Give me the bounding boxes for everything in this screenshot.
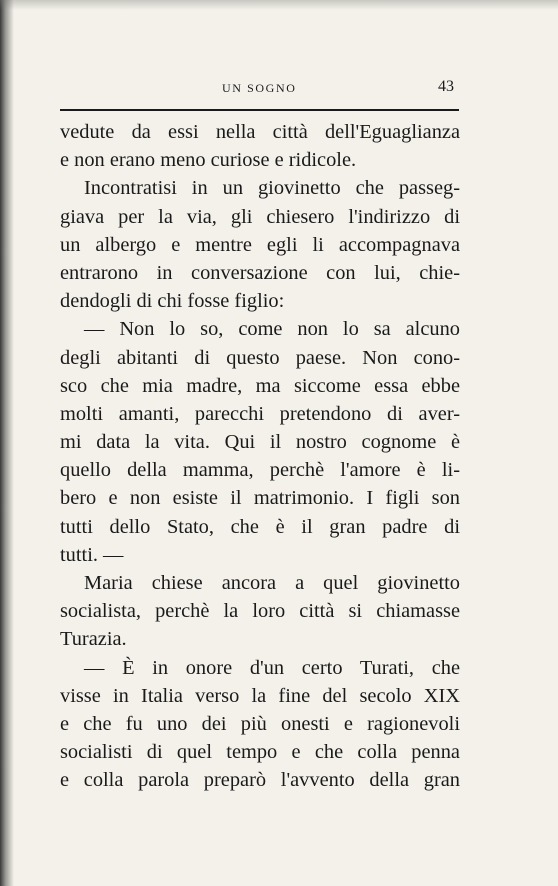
- text-line: socialista, perchè la loro città si chiamasse: [60, 600, 460, 623]
- text-line: — È in onore d'un certo Turati, che: [84, 656, 460, 679]
- text-line: tutti. —: [60, 543, 124, 566]
- text-line: dendogli di chi fosse figlio:: [60, 290, 285, 313]
- page-edge-shadow: [0, 0, 14, 886]
- running-title: UN SOGNO: [222, 81, 297, 95]
- text-line: Incontratisi in un giovinetto che passeg-: [84, 177, 460, 200]
- text-line: quello della mamma, perchè l'amore è li-: [60, 459, 460, 482]
- text-line: e che fu uno dei più onesti e ragionevoli: [60, 712, 460, 735]
- text-line: e non erano meno curiose e ridicole.: [60, 149, 357, 172]
- text-line: vedute da essi nella città dell'Eguaglianza: [60, 121, 460, 143]
- body-text: [60, 118, 460, 795]
- text-line: entrarono in conversazione con lui, chie-: [60, 261, 460, 284]
- running-head: [0, 78, 558, 100]
- text-line: tutti dello Stato, che è il gran padre di: [60, 515, 460, 538]
- text-line: bero e non esiste il matrimonio. I figli son: [60, 487, 460, 510]
- text-line: Maria chiese ancora a quel giovinetto: [84, 572, 460, 594]
- text-line: sco che mia madre, ma siccome essa ebbe: [60, 374, 460, 397]
- page-number: 43: [438, 78, 454, 95]
- header-rule: [60, 109, 459, 111]
- text-line: — Non lo so, come non lo sa alcuno: [84, 318, 460, 341]
- text-line: socialisti di quel tempo e che colla penna: [60, 741, 460, 764]
- text-line: degli abitanti di questo paese. Non cono-: [60, 346, 460, 369]
- text-line: mi data la vita. Qui il nostro cognome è: [60, 431, 460, 454]
- text-line: giava per la via, gli chiesero l'indirizzo di: [60, 205, 460, 228]
- text-line: molti amanti, parecchi pretendono di aver-: [60, 402, 460, 425]
- page-top-shadow: [0, 0, 558, 10]
- text-line: Turazia.: [60, 628, 127, 651]
- text-line: visse in Italia verso la fine del secolo XIX: [60, 684, 460, 707]
- text-line: e colla parola preparò l'avvento della gran: [60, 769, 460, 792]
- text-line: un albergo e mentre egli li accompagnava: [60, 233, 460, 256]
